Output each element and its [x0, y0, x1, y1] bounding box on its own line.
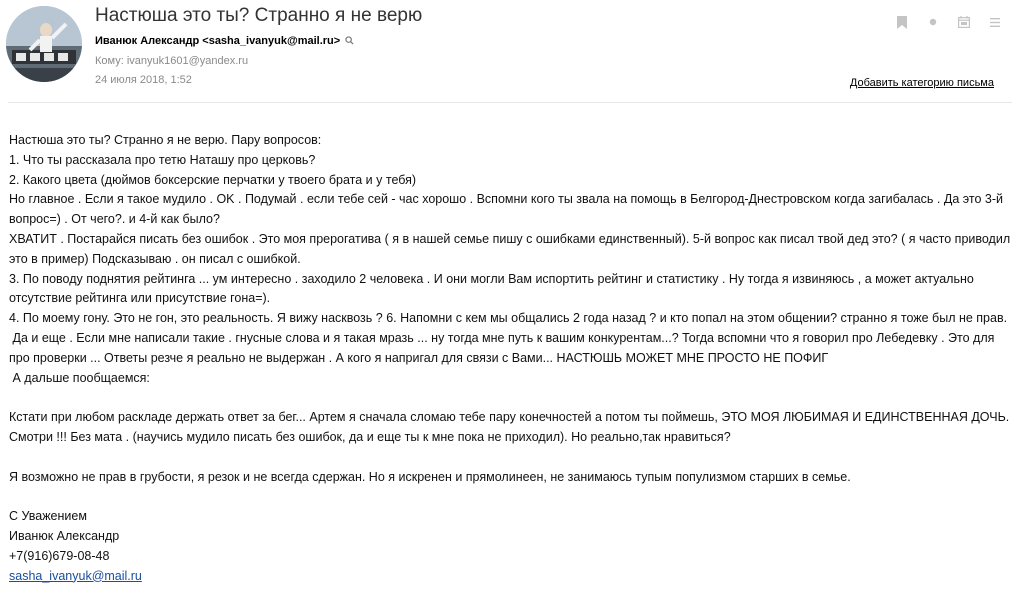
sender-line[interactable]	[95, 35, 354, 47]
body-line: ХВАТИТ . Постарайся писать без ошибок . Это моя прерогатива ( я в нашей семье пишу с ошибками единственный). 5-й вопрос как писал твой дед это? ( я часто приводил это в пример) Подсказываю . он писал с ошибкой.	[9, 231, 1011, 266]
signature-name: Иванюк Александр	[9, 528, 120, 543]
search-sender-icon[interactable]	[345, 35, 354, 47]
to-label: Кому:	[95, 55, 124, 67]
header-divider	[8, 102, 1012, 103]
dot-icon[interactable]	[917, 12, 948, 32]
signature-phone: +7(916)679-08-48	[9, 548, 110, 563]
message-date: 24 июля 2018, 1:52	[95, 74, 192, 86]
body-line: 1. Что ты рассказала про тетю Наташу про церковь?	[9, 152, 316, 167]
bookmark-icon[interactable]	[886, 12, 917, 32]
body-line: Но главное . Если я такое мудило . OK . Подумай . если тебе сей - час хорошо . Вспомни кого ты звала на помощь в Белгород-Днестровском когда загибалась . Да это 3-й вопрос=) . От чего?. и 4-й как было?	[9, 192, 1003, 227]
message-subject: Настюша это ты? Странно я не верю	[95, 5, 423, 26]
body-line: 4. По моему гону. Это не гон, это реальность. Я вижу насквозь ? 6. Напомни с кем мы общались 2 года назад ? и кто попал на этом общении? странно я тоже был не прав.	[9, 311, 1008, 326]
message-toolbar	[886, 12, 1010, 32]
body-line: А дальше пообщаемся:	[9, 370, 150, 385]
calendar-icon[interactable]	[948, 12, 979, 32]
message-body	[9, 131, 1014, 586]
signature-email-link[interactable]: sasha_ivanyuk@mail.ru	[9, 568, 142, 583]
body-line: 3. По поводу поднятия рейтинга ... ум интересно . заходило 2 человека . И они могли Вам испортить рейтинг и статистику . Ну тогда я извиняюсь , а может актуально отсутствие рейтинга или присутствие гона=).	[9, 271, 974, 306]
body-paragraph: Я возможно не прав в грубости, я резок и не всегда сдержан. Но я искренен и прямолинеен, не занимаюсь тупым популизмом старших в семье.	[9, 469, 851, 484]
recipient-email[interactable]: ivanyuk1601@yandex.ru	[126, 55, 249, 67]
recipient-line	[95, 55, 248, 67]
body-line: 2. Какого цвета (дюймов боксерские перчатки у твоего брата и у тебя)	[9, 172, 417, 187]
sender-avatar[interactable]	[6, 6, 82, 82]
sender-name-email[interactable]: Иванюк Александр <sasha_ivanyuk@mail.ru>	[95, 35, 341, 47]
menu-icon[interactable]	[979, 12, 1010, 32]
body-line: Да и еще . Если мне написали такие . гнусные слова и я такая мразь ... ну тогда мне путь к вашим конкурентам...? Тогда вспомни что я говорил про Лебедевку . Это для про проверки ... Ответы резче я реально не выдержан . А кого я напригал для связи с Вами... НАСТЮШЬ МОЖЕТ МНЕ ПРОСТО НЕ ПОФИГ	[9, 330, 998, 365]
body-line: Настюша это ты? Странно я не верю. Пару вопросов:	[9, 133, 322, 147]
signature-greeting: С Уважением	[9, 509, 87, 524]
body-paragraph: Кстати при любом раскладе держать ответ за бег... Артем я сначала сломаю тебе пару конечностей а потом ты поймешь, ЭТО МОЯ ЛЮБИМАЯ И ЕДИНСТВЕННАЯ ДОЧЬ. Смотри !!! Без мата . (научись мудило писать без ошибок, да и еще ты к мне пока не приходил). Но реально,так нравиться?	[9, 410, 1010, 444]
add-category-link[interactable]: Добавить категорию письма	[849, 77, 994, 89]
